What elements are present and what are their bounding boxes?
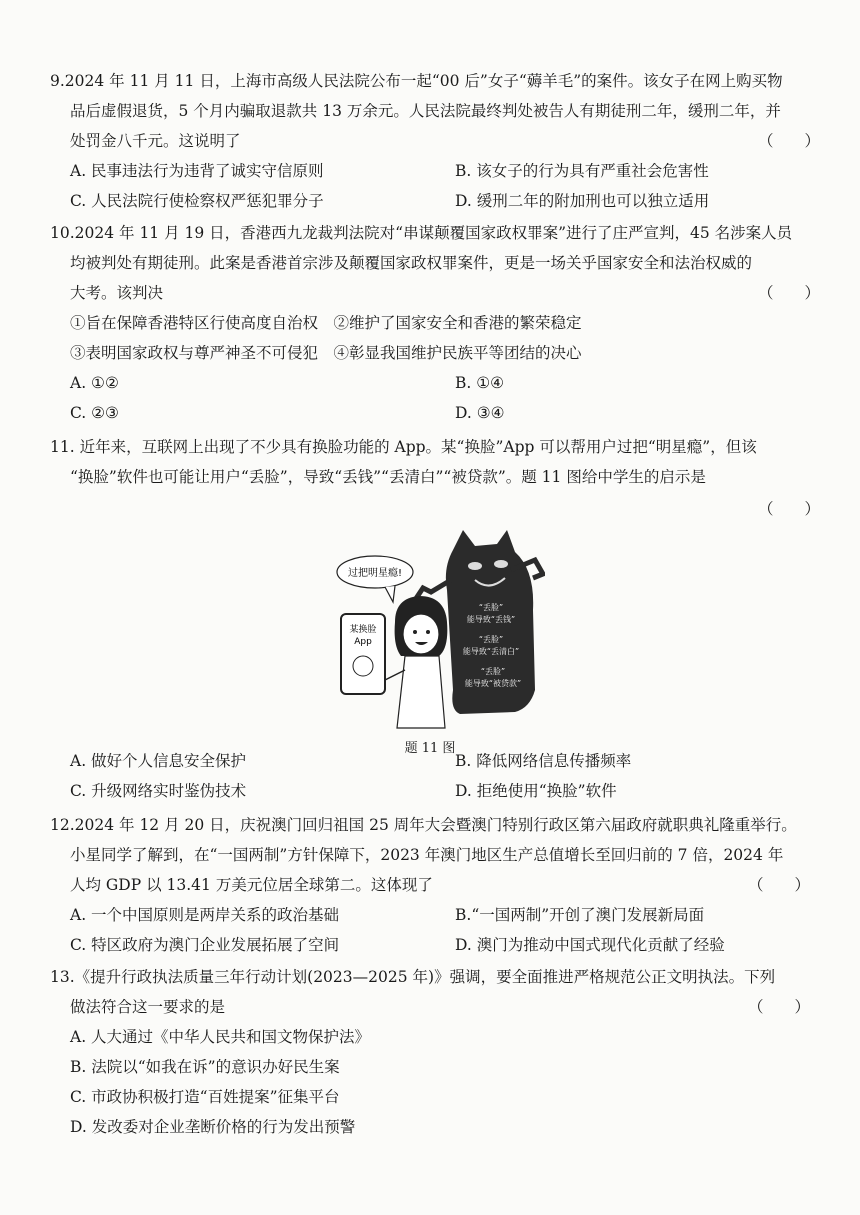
question-13 (50, 962, 820, 1142)
q11-stem-line: 11. 近年来，互联网上出现了不少具有换脸功能的 App。某“换脸”App 可以帮用户过把“明星瘾”，但该 (50, 438, 757, 456)
speech-bubble-text: 过把明星瘾! (347, 568, 403, 579)
q12-option-b: B.“一国两制”开创了澳门发展新局面 (455, 906, 705, 924)
q11-option-d: D. 拒绝使用“换脸”软件 (455, 782, 617, 800)
q9-stem-line: 处罚金八千元。这说明了 (70, 132, 241, 150)
q12-option-d: D. 澳门为推动中国式现代化贡献了经验 (455, 936, 725, 954)
q10-option-b: B. ①④ (455, 374, 505, 392)
q11-option-a: A. 做好个人信息安全保护 (70, 752, 247, 770)
monster-label: 能导致“被贷款” (464, 679, 522, 688)
q11-answer-paren: （ ） (757, 500, 820, 518)
q9-option-c: C. 人民法院行使检察权严惩犯罪分子 (70, 192, 324, 210)
q12-option-c: C. 特区政府为澳门企业发展拓展了空间 (70, 936, 340, 954)
q13-stem-line: 13.《提升行政执法质量三年行动计划(2023—2025 年)》强调，要全面推进严格规范公正文明执法。下列 (50, 968, 776, 986)
q11-illustration (335, 530, 545, 730)
q13-option-d: D. 发改委对企业垄断价格的行为发出预警 (70, 1118, 356, 1136)
q10-stem-line: 10.2024 年 11 月 19 日，香港西九龙裁判法院对“串谋颠覆国家政权罪案”进行了庄严宣判，45 名涉案人员 (50, 224, 793, 242)
q9-option-a: A. 民事违法行为违背了诚实守信原则 (70, 162, 324, 180)
q9-option-b: B. 该女子的行为具有严重社会危害性 (455, 162, 709, 180)
q13-option-a: A. 人大通过《中华人民共和国文物保护法》 (70, 1028, 371, 1046)
q10-option-a: A. ①② (70, 374, 119, 392)
q10-stem-line: 大考。该判决 (70, 284, 164, 302)
monster-label: “丢脸” (478, 635, 504, 644)
phone-app-label: 某换脸 (349, 625, 377, 635)
q11-stem-line: “换脸”软件也可能让用户“丢脸”，导致“丢钱”“丢清白”“被贷款”。题 11 图给中学生的启示是 (70, 468, 706, 486)
q12-stem-line: 人均 GDP 以 13.41 万美元位居全球第二。这体现了 (70, 876, 433, 894)
monster-label: “丢脸” (480, 667, 506, 676)
q12-stem-line: 小星同学了解到，在“一国两制”方针保障下，2023 年澳门地区生产总值增长至回归前的 7 倍，2024 年 (70, 846, 784, 864)
q10-statements: ①旨在保障香港特区行使高度自治权 ②维护了国家安全和香港的繁荣稳定 (70, 314, 582, 332)
q13-option-c: C. 市政协积极打造“百姓提案”征集平台 (70, 1088, 340, 1106)
question-11-options (50, 746, 820, 806)
q13-stem-line: 做法符合这一要求的是 (70, 998, 226, 1016)
q11-option-c: C. 升级网络实时鉴伪技术 (70, 782, 247, 800)
q12-answer-paren: （ ） (747, 876, 810, 894)
phone-app-label: App (354, 637, 372, 647)
q10-statements: ③表明国家政权与尊严神圣不可侵犯 ④彰显我国维护民族平等团结的决心 (70, 344, 582, 362)
monster-label: “丢脸” (478, 603, 504, 612)
q10-option-c: C. ②③ (70, 404, 119, 422)
q10-option-d: D. ③④ (455, 404, 505, 422)
question-10 (50, 218, 820, 428)
q10-stem-line: 均被判处有期徒刑。此案是香港首宗涉及颠覆国家政权罪案件，更是一场关乎国家安全和法治权威的 (70, 254, 753, 272)
q9-option-d: D. 缓刑二年的附加刑也可以独立适用 (455, 192, 710, 210)
figure-caption: 题 11 图 (404, 741, 456, 756)
q13-option-b: B. 法院以“如我在诉”的意识办好民生案 (70, 1058, 340, 1076)
monster-label: 能导致“丢清白” (462, 647, 520, 656)
q9-answer-paren: （ ） (757, 132, 820, 150)
q12-option-a: A. 一个中国原则是两岸关系的政治基础 (70, 906, 340, 924)
question-12 (50, 810, 820, 960)
question-11 (50, 432, 820, 518)
monster-label: 能导致“丢钱” (466, 615, 516, 624)
q9-stem-line: 9.2024 年 11 月 11 日，上海市高级人民法院公布一起“00 后”女子“薅羊毛”的案件。该女子在网上购买物 (50, 72, 783, 90)
q12-stem-line: 12.2024 年 12 月 20 日，庆祝澳门回归祖国 25 周年大会暨澳门特别行政区第六届政府就职典礼隆重举行。 (50, 816, 797, 834)
q10-answer-paren: （ ） (757, 284, 820, 302)
question-9 (50, 66, 820, 216)
q13-answer-paren: （ ） (747, 998, 810, 1016)
q9-stem-line: 品后虚假退货，5 个月内骗取退款共 13 万余元。人民法院最终判处被告人有期徒刑二年，缓刑二年，并 (70, 102, 781, 120)
q11-option-b: B. 降低网络信息传播频率 (455, 752, 632, 770)
